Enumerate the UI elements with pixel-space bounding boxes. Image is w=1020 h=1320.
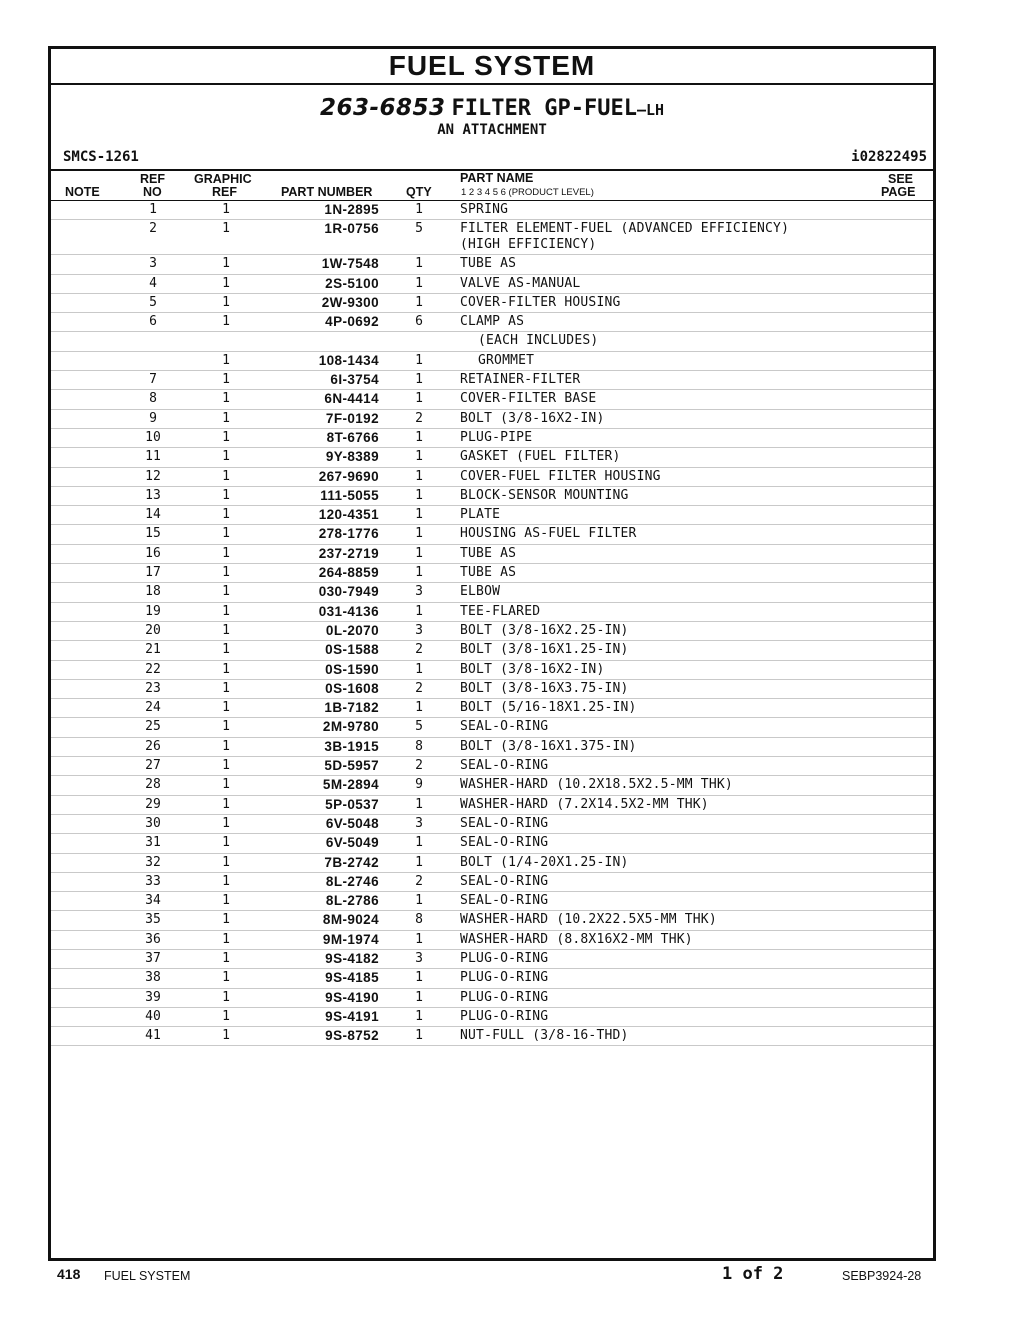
page-frame <box>48 46 936 1261</box>
footer-section: FUEL SYSTEM <box>104 1269 191 1283</box>
table-row <box>51 545 933 564</box>
qty-cell: 1 <box>415 931 423 947</box>
graphic-ref-cell: 1 <box>222 835 230 851</box>
header-qty: QTY <box>406 185 432 199</box>
part-number-cell: 0S-1588 <box>325 642 379 658</box>
part-number-cell: 1N-2895 <box>324 202 379 217</box>
part-number-cell: 9S-8752 <box>325 1028 379 1044</box>
qty-cell: 5 <box>415 221 423 237</box>
qty-cell: 3 <box>415 584 423 600</box>
graphic-ref-cell: 1 <box>222 468 230 484</box>
qty-cell: 1 <box>415 487 423 503</box>
graphic-ref-cell: 1 <box>222 950 230 966</box>
ref-no-cell: 33 <box>145 873 161 889</box>
part-name-cell: SEAL-O-RING <box>460 873 549 889</box>
qty-cell: 2 <box>415 873 423 889</box>
qty-cell: 1 <box>415 603 423 619</box>
part-name-cell: SPRING <box>460 202 509 217</box>
part-name-cell: HOUSING AS-FUEL FILTER <box>460 526 637 542</box>
graphic-ref-cell: 1 <box>222 603 230 619</box>
qty-cell: 5 <box>415 719 423 735</box>
graphic-ref-cell: 1 <box>222 1008 230 1024</box>
qty-cell: 3 <box>415 622 423 638</box>
qty-cell: 1 <box>415 796 423 812</box>
ref-no-cell: 24 <box>145 700 161 716</box>
part-number-cell: 3B-1915 <box>324 738 379 754</box>
table-row <box>51 429 933 448</box>
graphic-ref-cell: 1 <box>222 202 230 217</box>
qty-cell: 1 <box>415 1028 423 1044</box>
qty-cell: 3 <box>415 815 423 831</box>
part-name-cell: BOLT (3/8-16X3.75-IN) <box>460 680 629 696</box>
graphic-ref-cell: 1 <box>222 352 230 368</box>
graphic-ref-cell: 1 <box>222 661 230 677</box>
table-row <box>51 448 933 467</box>
qty-cell: 1 <box>415 854 423 870</box>
part-number-cell: 1W-7548 <box>321 256 379 272</box>
qty-cell: 8 <box>415 912 423 928</box>
header-see-bottom: PAGE <box>881 185 916 199</box>
part-number-cell: 030-7949 <box>318 584 379 600</box>
graphic-ref-cell: 1 <box>222 526 230 542</box>
part-name-cell: BOLT (3/8-16X1.375-IN) <box>460 738 637 754</box>
ref-no-cell: 40 <box>145 1008 161 1024</box>
part-number-cell: 278-1776 <box>318 526 379 542</box>
table-row <box>51 564 933 583</box>
qty-cell: 1 <box>415 256 423 272</box>
table-row <box>51 622 933 641</box>
part-number-cell: 6V-5049 <box>325 835 379 851</box>
qty-cell: 2 <box>415 680 423 696</box>
graphic-ref-cell: 1 <box>222 719 230 735</box>
ref-no-cell: 8 <box>149 391 157 407</box>
graphic-ref-cell: 1 <box>222 565 230 581</box>
graphic-ref-cell: 1 <box>222 815 230 831</box>
ref-no-cell: 17 <box>145 565 161 581</box>
header-note: NOTE <box>65 185 100 199</box>
part-name-cell: SEAL-O-RING <box>460 815 549 831</box>
ref-no-cell: 5 <box>149 294 157 310</box>
table-row <box>51 718 933 737</box>
graphic-ref-cell: 1 <box>222 1028 230 1044</box>
graphic-ref-cell: 1 <box>222 970 230 986</box>
ref-no-cell: 18 <box>145 584 161 600</box>
graphic-ref-cell: 1 <box>222 275 230 291</box>
graphic-ref-cell: 1 <box>222 777 230 793</box>
qty-cell: 1 <box>415 352 423 368</box>
part-number-cell: 5P-0537 <box>325 796 379 812</box>
graphic-ref-cell: 1 <box>222 545 230 561</box>
footer-page-of: 1 of 2 <box>722 1264 784 1284</box>
table-row <box>51 506 933 525</box>
ref-no-cell: 39 <box>145 989 161 1005</box>
qty-cell: 1 <box>415 372 423 388</box>
table-row <box>51 854 933 873</box>
graphic-ref-cell: 1 <box>222 796 230 812</box>
part-name-cell: BOLT (3/8-16X2-IN) <box>460 410 605 426</box>
ref-no-cell: 20 <box>145 622 161 638</box>
qty-cell: 1 <box>415 507 423 523</box>
part-number-cell: 120-4351 <box>318 507 379 523</box>
part-name-cell: WASHER-HARD (10.2X18.5X2.5-MM THK) <box>460 777 733 793</box>
ref-no-cell: 38 <box>145 970 161 986</box>
table-row <box>51 1027 933 1046</box>
ref-no-cell: 41 <box>145 1028 161 1044</box>
part-number-cell: 237-2719 <box>318 545 379 561</box>
table-row <box>51 911 933 930</box>
qty-cell: 1 <box>415 294 423 310</box>
part-name-cell: COVER-FUEL FILTER HOUSING <box>460 468 661 484</box>
qty-cell: 2 <box>415 642 423 658</box>
part-name-cell: NUT-FULL (3/8-16-THD) <box>460 1028 629 1044</box>
part-name-cell: GASKET (FUEL FILTER) <box>460 449 621 465</box>
graphic-ref-cell: 1 <box>222 873 230 889</box>
ref-no-cell: 9 <box>149 410 157 426</box>
part-number-cell: 9S-4182 <box>325 950 379 966</box>
table-row <box>51 525 933 544</box>
header-graphic-bottom: REF <box>212 185 237 199</box>
part-number-cell: 8L-2786 <box>325 893 379 909</box>
table-row <box>51 603 933 622</box>
part-name-cell: PLUG-PIPE <box>460 429 533 445</box>
table-row <box>51 468 933 487</box>
header-product-level: 1 2 3 4 5 6 (PRODUCT LEVEL) <box>461 187 594 198</box>
ref-no-cell: 21 <box>145 642 161 658</box>
part-number-cell: 8T-6766 <box>326 429 379 445</box>
graphic-ref-cell: 1 <box>222 391 230 407</box>
part-number-cell: 6V-5048 <box>325 815 379 831</box>
graphic-ref-cell: 1 <box>222 507 230 523</box>
part-number-cell: 0S-1590 <box>325 661 379 677</box>
group-subtitle: AN ATTACHMENT <box>437 122 547 138</box>
graphic-ref-cell: 1 <box>222 931 230 947</box>
ref-no-cell: 37 <box>145 950 161 966</box>
graphic-ref-cell: 1 <box>222 314 230 330</box>
qty-cell: 1 <box>415 545 423 561</box>
ref-no-cell: 10 <box>145 429 161 445</box>
part-name-cell: BLOCK-SENSOR MOUNTING <box>460 487 629 503</box>
part-name-cell: WASHER-HARD (10.2X22.5X5-MM THK) <box>460 912 717 928</box>
ref-no-cell: 2 <box>149 221 157 237</box>
ref-no-cell: 4 <box>149 275 157 291</box>
graphic-ref-cell: 1 <box>222 294 230 310</box>
qty-cell: 1 <box>415 202 423 217</box>
table-row <box>51 796 933 815</box>
qty-cell: 8 <box>415 738 423 754</box>
ref-no-cell: 34 <box>145 893 161 909</box>
qty-cell: 1 <box>415 661 423 677</box>
part-number-cell: 9S-4185 <box>325 970 379 986</box>
part-name-cell: WASHER-HARD (7.2X14.5X2-MM THK) <box>460 796 709 812</box>
part-name-cell: PLATE <box>460 507 501 523</box>
table-row <box>51 313 933 332</box>
group-suffix: —LH <box>636 101 665 119</box>
part-name-cell: COVER-FILTER HOUSING <box>460 294 621 310</box>
ref-no-cell: 6 <box>149 314 157 330</box>
part-name-cell: (EACH INCLUDES) <box>478 333 599 349</box>
ref-no-cell: 28 <box>145 777 161 793</box>
graphic-ref-cell: 1 <box>222 854 230 870</box>
illustration-id: i02822495 <box>851 149 927 165</box>
section-title: FUEL SYSTEM <box>51 49 933 85</box>
ref-no-cell: 29 <box>145 796 161 812</box>
graphic-ref-cell: 1 <box>222 912 230 928</box>
group-name: FILTER GP-FUEL <box>451 96 637 121</box>
table-row <box>51 410 933 429</box>
part-name-cell: SEAL-O-RING <box>460 893 549 909</box>
part-number-cell: 108-1434 <box>318 352 379 368</box>
part-name-cell: ELBOW <box>460 584 501 600</box>
ref-no-cell: 19 <box>145 603 161 619</box>
header-part-name: PART NAME <box>460 171 534 185</box>
part-name-cell: BOLT (3/8-16X2-IN) <box>460 661 605 677</box>
part-name-cell-line2: (HIGH EFFICIENCY) <box>460 236 597 252</box>
part-name-cell: PLUG-O-RING <box>460 989 549 1005</box>
ref-no-cell: 12 <box>145 468 161 484</box>
header-ref-bottom: NO <box>143 185 162 199</box>
table-row <box>51 834 933 853</box>
qty-cell: 1 <box>415 468 423 484</box>
group-title <box>51 95 933 121</box>
part-number-cell: 1B-7182 <box>324 700 379 716</box>
qty-cell: 1 <box>415 835 423 851</box>
qty-cell: 1 <box>415 449 423 465</box>
part-number-cell: 5D-5957 <box>324 758 379 774</box>
graphic-ref-cell: 1 <box>222 372 230 388</box>
graphic-ref-cell: 1 <box>222 738 230 754</box>
part-name-cell: BOLT (1/4-20X1.25-IN) <box>460 854 629 870</box>
part-name-cell: SEAL-O-RING <box>460 835 549 851</box>
part-number-cell: 6I-3754 <box>330 372 379 388</box>
table-row <box>51 757 933 776</box>
part-number-cell: 9Y-8389 <box>325 449 379 465</box>
table-row <box>51 931 933 950</box>
table-row <box>51 390 933 409</box>
table-row <box>51 371 933 390</box>
part-number-cell: 031-4136 <box>318 603 379 619</box>
part-name-cell: FILTER ELEMENT-FUEL (ADVANCED EFFICIENCY) <box>460 221 790 237</box>
part-name-cell: TUBE AS <box>460 256 517 272</box>
part-name-cell: TEE-FLARED <box>460 603 541 619</box>
page-footer <box>0 1266 1020 1290</box>
qty-cell: 1 <box>415 893 423 909</box>
part-number-cell: 2W-9300 <box>321 294 379 310</box>
table-row <box>51 294 933 313</box>
part-number-cell: 264-8859 <box>318 565 379 581</box>
qty-cell: 1 <box>415 526 423 542</box>
part-name-cell: SEAL-O-RING <box>460 758 549 774</box>
part-name-cell: TUBE AS <box>460 565 517 581</box>
part-name-cell: WASHER-HARD (8.8X16X2-MM THK) <box>460 931 693 947</box>
table-row <box>51 815 933 834</box>
ref-no-cell: 26 <box>145 738 161 754</box>
table-row <box>51 969 933 988</box>
ref-no-cell: 7 <box>149 372 157 388</box>
graphic-ref-cell: 1 <box>222 410 230 426</box>
ref-no-cell: 25 <box>145 719 161 735</box>
header-graphic-top: GRAPHIC <box>194 172 252 186</box>
graphic-ref-cell: 1 <box>222 680 230 696</box>
ref-no-cell: 22 <box>145 661 161 677</box>
qty-cell: 2 <box>415 758 423 774</box>
table-row <box>51 332 933 351</box>
part-number-cell: 9S-4190 <box>325 989 379 1005</box>
parts-table-body <box>51 201 933 1046</box>
ref-no-cell: 14 <box>145 507 161 523</box>
table-row <box>51 950 933 969</box>
part-number-cell: 8L-2746 <box>325 873 379 889</box>
part-name-cell: TUBE AS <box>460 545 517 561</box>
part-number-cell: 4P-0692 <box>325 314 379 330</box>
footer-doc-id: SEBP3924-28 <box>842 1269 922 1283</box>
part-number-cell: 0S-1608 <box>325 680 379 696</box>
part-name-cell: PLUG-O-RING <box>460 1008 549 1024</box>
group-number: 263-6853 <box>319 95 446 121</box>
ref-no-cell: 1 <box>149 202 157 217</box>
table-row <box>51 989 933 1008</box>
table-row <box>51 201 933 220</box>
graphic-ref-cell: 1 <box>222 642 230 658</box>
ref-no-cell: 16 <box>145 545 161 561</box>
table-row <box>51 487 933 506</box>
part-number-cell: 0L-2070 <box>325 622 379 638</box>
ref-no-cell: 3 <box>149 256 157 272</box>
table-header <box>51 169 933 201</box>
graphic-ref-cell: 1 <box>222 622 230 638</box>
part-number-cell: 267-9690 <box>318 468 379 484</box>
part-number-cell: 1R-0756 <box>324 221 379 237</box>
graphic-ref-cell: 1 <box>222 700 230 716</box>
ref-no-cell: 13 <box>145 487 161 503</box>
part-name-cell: PLUG-O-RING <box>460 950 549 966</box>
part-name-cell: PLUG-O-RING <box>460 970 549 986</box>
qty-cell: 1 <box>415 275 423 291</box>
part-name-cell: BOLT (5/16-18X1.25-IN) <box>460 700 637 716</box>
qty-cell: 1 <box>415 989 423 1005</box>
part-name-cell: VALVE AS-MANUAL <box>460 275 581 291</box>
qty-cell: 1 <box>415 429 423 445</box>
qty-cell: 1 <box>415 391 423 407</box>
ref-no-cell: 11 <box>145 449 161 465</box>
graphic-ref-cell: 1 <box>222 449 230 465</box>
ref-no-cell: 32 <box>145 854 161 870</box>
qty-cell: 1 <box>415 1008 423 1024</box>
part-name-cell: BOLT (3/8-16X2.25-IN) <box>460 622 629 638</box>
table-row <box>51 873 933 892</box>
table-row <box>51 1008 933 1027</box>
part-name-cell: COVER-FILTER BASE <box>460 391 597 407</box>
ref-no-cell: 30 <box>145 815 161 831</box>
part-number-cell: 9S-4191 <box>325 1008 379 1024</box>
graphic-ref-cell: 1 <box>222 256 230 272</box>
graphic-ref-cell: 1 <box>222 429 230 445</box>
part-number-cell: 2M-9780 <box>322 719 379 735</box>
smcs-row <box>51 147 933 169</box>
table-row <box>51 661 933 680</box>
part-number-cell: 7F-0192 <box>325 410 379 426</box>
qty-cell: 2 <box>415 410 423 426</box>
part-number-cell: 111-5055 <box>320 487 379 503</box>
ref-no-cell: 36 <box>145 931 161 947</box>
part-number-cell: 7B-2742 <box>324 854 379 870</box>
part-name-cell: CLAMP AS <box>460 314 525 330</box>
part-number-cell: 2S-5100 <box>325 275 379 291</box>
footer-page-number: 418 <box>57 1266 81 1282</box>
table-row <box>51 892 933 911</box>
header-part-number: PART NUMBER <box>281 185 373 199</box>
header-see-top: SEE <box>888 172 914 186</box>
ref-no-cell: 31 <box>145 835 161 851</box>
graphic-ref-cell: 1 <box>222 584 230 600</box>
qty-cell: 9 <box>415 777 423 793</box>
qty-cell: 1 <box>415 565 423 581</box>
graphic-ref-cell: 1 <box>222 893 230 909</box>
table-row <box>51 738 933 757</box>
table-row <box>51 275 933 294</box>
qty-cell: 1 <box>415 700 423 716</box>
table-row <box>51 583 933 602</box>
part-number-cell: 8M-9024 <box>322 912 379 928</box>
table-row <box>51 699 933 718</box>
table-row <box>51 220 933 255</box>
header-ref-top: REF <box>140 172 165 186</box>
table-row <box>51 641 933 660</box>
qty-cell: 6 <box>415 314 423 330</box>
ref-no-cell: 15 <box>145 526 161 542</box>
table-row <box>51 680 933 699</box>
graphic-ref-cell: 1 <box>222 758 230 774</box>
part-number-cell: 5M-2894 <box>322 777 379 793</box>
ref-no-cell: 35 <box>145 912 161 928</box>
part-number-cell: 6N-4414 <box>324 391 379 407</box>
graphic-ref-cell: 1 <box>222 989 230 1005</box>
part-name-cell: GROMMET <box>478 352 535 368</box>
part-name-cell: SEAL-O-RING <box>460 719 549 735</box>
table-row <box>51 776 933 795</box>
table-row <box>51 255 933 274</box>
graphic-ref-cell: 1 <box>222 487 230 503</box>
table-row <box>51 352 933 371</box>
graphic-ref-cell: 1 <box>222 221 230 237</box>
ref-no-cell: 23 <box>145 680 161 696</box>
qty-cell: 1 <box>415 970 423 986</box>
part-name-cell: RETAINER-FILTER <box>460 372 581 388</box>
ref-no-cell: 27 <box>145 758 161 774</box>
qty-cell: 3 <box>415 950 423 966</box>
smcs-code: SMCS-1261 <box>63 149 139 165</box>
part-name-cell: BOLT (3/8-16X1.25-IN) <box>460 642 629 658</box>
part-number-cell: 9M-1974 <box>322 931 379 947</box>
